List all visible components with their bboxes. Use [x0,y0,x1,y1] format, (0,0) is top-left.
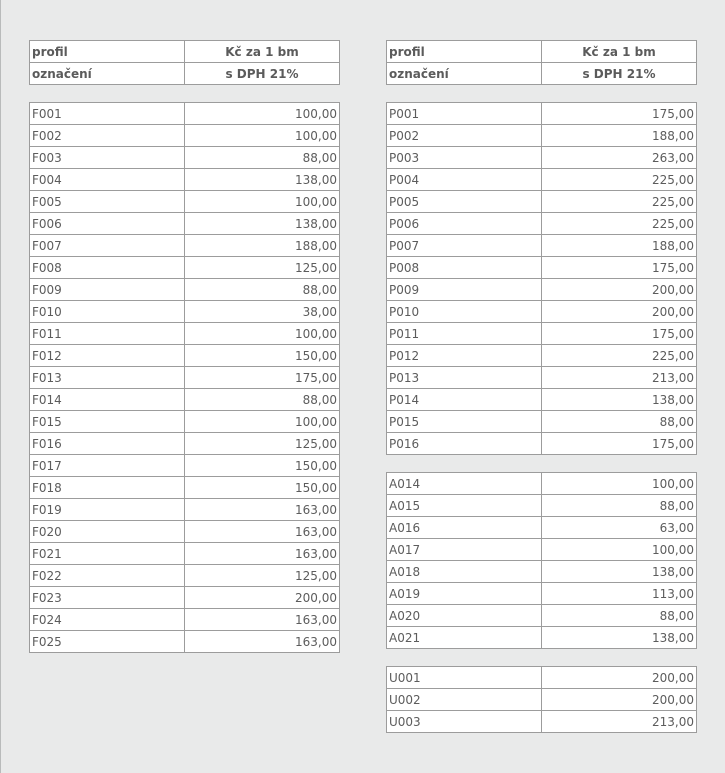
profile-price: 88,00 [542,411,697,433]
profile-code: F013 [30,367,185,389]
profile-code: P014 [387,389,542,411]
profile-price: 175,00 [542,323,697,345]
profile-code: P011 [387,323,542,345]
profile-price: 88,00 [185,147,340,169]
table-row [387,539,697,561]
p-profile-price-table [386,102,697,455]
table-row [30,257,340,279]
profile-price: 200,00 [542,689,697,711]
profile-price: 100,00 [185,191,340,213]
profile-price: 63,00 [542,517,697,539]
profile-code: F023 [30,587,185,609]
table-row [387,495,697,517]
profile-code: P002 [387,125,542,147]
profile-code: F004 [30,169,185,191]
table-row [387,103,697,125]
profile-price: 175,00 [185,367,340,389]
table-row [30,543,340,565]
a-profile-price-table [386,472,697,649]
table-row [387,605,697,627]
table-row [30,587,340,609]
price-table-header-left [29,40,340,85]
profile-price: 138,00 [185,169,340,191]
table-row [387,433,697,455]
profile-price: 200,00 [185,587,340,609]
profile-code: F014 [30,389,185,411]
table-row [30,565,340,587]
profile-code: P008 [387,257,542,279]
profile-price: 125,00 [185,257,340,279]
profile-price: 175,00 [542,257,697,279]
table-row [387,235,697,257]
profile-price: 138,00 [542,561,697,583]
profile-price: 175,00 [542,433,697,455]
table-row [30,631,340,653]
profile-code: A014 [387,473,542,495]
profile-price: 225,00 [542,191,697,213]
table-row [30,477,340,499]
profile-code: P006 [387,213,542,235]
profile-price: 138,00 [185,213,340,235]
table-row [30,345,340,367]
table-row [30,169,340,191]
profile-price: 100,00 [185,125,340,147]
header-row-2 [387,63,697,85]
profile-code: F012 [30,345,185,367]
table-row [387,689,697,711]
profile-price: 125,00 [185,433,340,455]
profile-price: 150,00 [185,477,340,499]
table-row [387,473,697,495]
profile-price: 213,00 [542,711,697,733]
table-row [30,103,340,125]
profile-price: 225,00 [542,213,697,235]
table-row [30,521,340,543]
profile-code: P001 [387,103,542,125]
profile-price: 200,00 [542,301,697,323]
profile-code: F007 [30,235,185,257]
profile-price: 88,00 [542,495,697,517]
table-row [387,169,697,191]
header-vat: s DPH 21% [185,63,340,85]
table-row [387,411,697,433]
profile-code: F008 [30,257,185,279]
profile-code: A018 [387,561,542,583]
profile-price: 100,00 [185,103,340,125]
header-vat: s DPH 21% [542,63,697,85]
table-row [387,583,697,605]
table-row [30,455,340,477]
profile-price: 163,00 [185,609,340,631]
table-row [387,389,697,411]
profile-code: A021 [387,627,542,649]
table-row [387,147,697,169]
profile-code: F016 [30,433,185,455]
table-row [387,517,697,539]
header-price: Kč za 1 bm [185,41,340,63]
table-row [387,213,697,235]
profile-price: 150,00 [185,455,340,477]
profile-code: P013 [387,367,542,389]
profile-code: P003 [387,147,542,169]
table-row [30,367,340,389]
table-row [387,367,697,389]
table-row [387,125,697,147]
profile-code: P009 [387,279,542,301]
profile-price: 175,00 [542,103,697,125]
profile-price: 163,00 [185,499,340,521]
profile-code: F017 [30,455,185,477]
profile-code: F011 [30,323,185,345]
table-row [387,345,697,367]
u-profile-price-table [386,666,697,733]
profile-code: F001 [30,103,185,125]
table-row [387,323,697,345]
profile-code: F006 [30,213,185,235]
price-table-header-right [386,40,697,85]
profile-code: P005 [387,191,542,213]
header-price: Kč za 1 bm [542,41,697,63]
profile-price: 188,00 [542,235,697,257]
table-row [30,389,340,411]
profile-price: 200,00 [542,667,697,689]
table-row [30,279,340,301]
profile-price: 88,00 [185,279,340,301]
profile-code: F005 [30,191,185,213]
table-row [30,499,340,521]
header-designation: označení [30,63,185,85]
header-row-1 [30,41,340,63]
profile-price: 200,00 [542,279,697,301]
table-row [30,609,340,631]
profile-price: 188,00 [542,125,697,147]
profile-code: F022 [30,565,185,587]
profile-price: 38,00 [185,301,340,323]
profile-price: 138,00 [542,627,697,649]
header-profile: profil [387,41,542,63]
profile-price: 163,00 [185,521,340,543]
profile-price: 100,00 [185,323,340,345]
profile-code: F002 [30,125,185,147]
profile-code: A017 [387,539,542,561]
profile-price: 163,00 [185,631,340,653]
table-row [30,235,340,257]
profile-code: F010 [30,301,185,323]
profile-price: 100,00 [185,411,340,433]
profile-price: 88,00 [185,389,340,411]
table-row [387,711,697,733]
profile-price: 213,00 [542,367,697,389]
profile-code: U002 [387,689,542,711]
table-row [30,213,340,235]
table-row [387,279,697,301]
header-designation: označení [387,63,542,85]
profile-code: F003 [30,147,185,169]
profile-price: 125,00 [185,565,340,587]
header-row-2 [30,63,340,85]
profile-price: 225,00 [542,169,697,191]
profile-code: P004 [387,169,542,191]
profile-code: F018 [30,477,185,499]
table-row [30,301,340,323]
profile-price: 150,00 [185,345,340,367]
profile-code: F024 [30,609,185,631]
profile-price: 100,00 [542,473,697,495]
table-row [30,433,340,455]
profile-code: P015 [387,411,542,433]
profile-price: 225,00 [542,345,697,367]
table-row [387,191,697,213]
table-row [30,191,340,213]
table-row [387,667,697,689]
profile-price: 113,00 [542,583,697,605]
profile-price: 163,00 [185,543,340,565]
profile-code: A020 [387,605,542,627]
f-profile-price-table [29,102,340,653]
table-row [30,323,340,345]
profile-price: 188,00 [185,235,340,257]
profile-code: F025 [30,631,185,653]
profile-code: P010 [387,301,542,323]
profile-code: A016 [387,517,542,539]
profile-code: U001 [387,667,542,689]
profile-code: A019 [387,583,542,605]
profile-code: P016 [387,433,542,455]
table-row [30,147,340,169]
page-left-border [0,0,1,773]
profile-price: 100,00 [542,539,697,561]
profile-code: U003 [387,711,542,733]
profile-price: 263,00 [542,147,697,169]
table-row [387,257,697,279]
profile-price: 88,00 [542,605,697,627]
table-row [30,411,340,433]
table-row [387,301,697,323]
profile-code: F009 [30,279,185,301]
profile-code: F020 [30,521,185,543]
profile-code: A015 [387,495,542,517]
profile-price: 138,00 [542,389,697,411]
profile-code: F019 [30,499,185,521]
table-row [30,125,340,147]
header-row-1 [387,41,697,63]
profile-code: P007 [387,235,542,257]
header-profile: profil [30,41,185,63]
profile-code: F021 [30,543,185,565]
profile-code: P012 [387,345,542,367]
table-row [387,627,697,649]
table-row [387,561,697,583]
profile-code: F015 [30,411,185,433]
